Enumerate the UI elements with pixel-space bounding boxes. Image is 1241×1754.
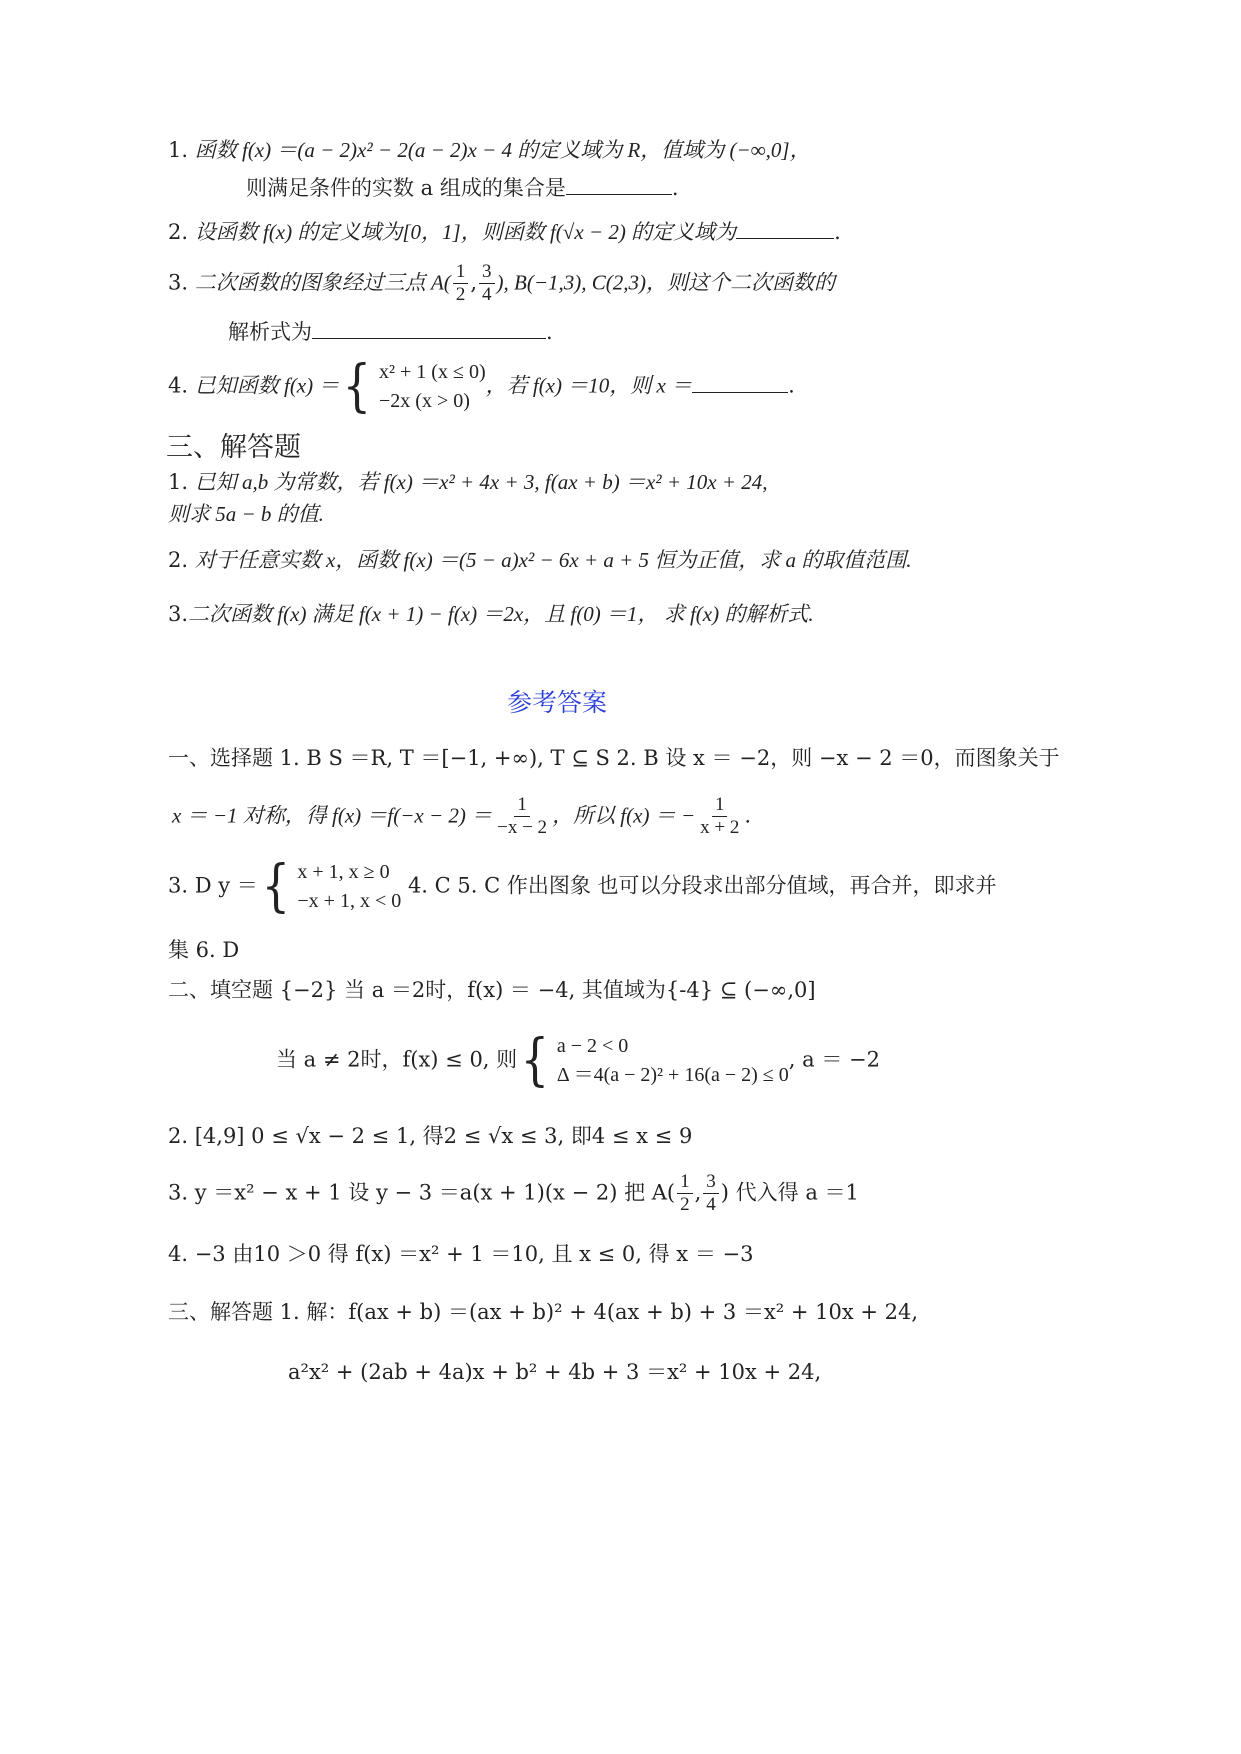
answer-b3: 3. y ＝x² − x + 1 设 y − 3 ＝a(x + 1)(x − 2) 把 A( $\frac{1}{2}$ , $\frac{3}{4}$ ) 代入得 a ＝1: [168, 1171, 859, 1215]
fill-q3-frac2-den: 4: [482, 283, 492, 305]
fill-q1-end: .: [671, 176, 679, 200]
fill-q3-frac2: [479, 262, 495, 306]
answer-a3-case2: −x + 1, x < 0: [297, 890, 402, 912]
fill-q3-frac1-num: 1: [453, 262, 469, 284]
solve-q1-cont: 则求 5a − b 的值.: [168, 502, 324, 526]
fill-q2-text: 设函数 f(x) 的定义域为[0，1]，则函数 f(√x − 2) 的定义域为: [194, 220, 737, 244]
answer-a3-piecewise: [258, 853, 402, 919]
fill-q2-end: .: [834, 220, 841, 244]
fill-q3-line1: 3. 二次函数的图象经过三点 A( $\frac{1}{2}$ , $\frac{3}{4}$ ), B(−1,3), C(2,3)，则这个二次函数的: [168, 261, 835, 305]
answer-a1-line1: 一、选择题 1. B S ＝R, T ＝[−1, +∞), T ⊆ S 2. B 设 x ＝ −2，则 −x − 2 ＝0，而图象关于: [168, 746, 1060, 770]
answer-a1-frac1-den: −x − 2: [497, 816, 548, 838]
answer-b-suffix: , a ＝ −2: [788, 1047, 880, 1072]
solve-q3-line: [168, 604, 814, 625]
answer-a3-line2: 集 6. D: [168, 938, 240, 962]
fill-q4-number: 4.: [168, 373, 189, 398]
fill-q3-blank[interactable]: [312, 320, 546, 339]
answer-b-line2: [276, 1027, 880, 1093]
answer-a1-text-b: ，所以 f(x) ＝ −: [552, 803, 696, 828]
fill-q4-blank[interactable]: [692, 374, 788, 393]
answer-a1-frac2: [697, 795, 742, 839]
answer-b-case2: Δ ＝4(a − 2)² + 16(a − 2) ≤ 0: [556, 1064, 789, 1086]
answer-a3-suffix: 4. C 5. C 作出图象 也可以分段求出部分值域，再合并，即求并: [407, 873, 997, 898]
answer-b-case1: a − 2 < 0: [556, 1035, 629, 1057]
fill-q3-text-b: ), B(−1,3), C(2,3)，则这个二次函数的: [496, 270, 835, 295]
fill-q1-text: 函数 f(x) ＝(a − 2)x² − 2(a − 2)x − 4 的定义域为 R，值域为 (−∞,0]，: [194, 138, 811, 162]
left-brace-icon: {: [261, 853, 290, 919]
answer-a3-case1: x + 1, x ≥ 0: [297, 861, 390, 883]
fill-q3-cont: 解析式为: [228, 320, 312, 344]
answer-b3-text-a: 3. y ＝x² − x + 1 设 y − 3 ＝a(x + 1)(x − 2) 把 A(: [168, 1180, 676, 1205]
fill-q1-number: 1.: [168, 138, 189, 162]
answer-title: 参考答案: [507, 688, 608, 717]
answer-a1-frac1-num: 1: [514, 795, 530, 817]
fill-q1-line2: [246, 176, 679, 199]
answer-b3-frac2-num: 3: [703, 1172, 719, 1194]
answer-b3-frac2-den: 4: [706, 1193, 716, 1215]
fill-q1-blank[interactable]: [566, 176, 672, 195]
fill-q3-end: .: [546, 320, 553, 344]
answer-a1-text-c: .: [744, 803, 752, 828]
left-brace-icon: {: [342, 353, 372, 419]
solve-q1-number: 1.: [168, 470, 189, 494]
fill-q4-piecewise: [339, 353, 486, 419]
answer-b4: 4. −3 由10 ＞0 得 f(x) ＝x² + 1 ＝10, 且 x ≤ 0, 得 x ＝ −3: [168, 1242, 754, 1266]
fill-q4-text-b: ，若 f(x) ＝10，则 x ＝: [485, 373, 693, 398]
solve-q1-text: 已知 a,b 为常数，若 f(x) ＝x² + 4x + 3, f(ax + b) ＝x² + 10x + 24,: [194, 470, 768, 494]
answer-b3-text-b: ) 代入得 a ＝1: [720, 1180, 859, 1205]
fill-q2-line: [168, 220, 841, 243]
answer-a1-frac1: [494, 795, 550, 839]
fill-q4-text-a: 已知函数 f(x) ＝: [194, 373, 340, 398]
solve-q2-text: 对于任意实数 x，函数 f(x) ＝(5 − a)x² − 6x + a + 5 恒为正值，求 a 的取值范围.: [194, 548, 912, 572]
answer-b3-frac1: [677, 1172, 693, 1216]
answer-a3-prefix: 3. D y ＝: [168, 873, 258, 898]
answer-b3-frac2: [703, 1172, 719, 1216]
solve-q1-line1: [168, 472, 768, 493]
fill-q3-text-a: 二次函数的图象经过三点 A(: [194, 270, 451, 295]
answer-a1-line2: [172, 795, 751, 839]
solve-q2-line: [168, 550, 912, 571]
fill-q4-end: .: [788, 373, 795, 398]
fill-q4-case2: −2x (x > 0): [379, 390, 470, 412]
section3-title: 三、解答题: [166, 432, 301, 463]
solve-q1-line2: [168, 504, 324, 525]
answer-b3-frac1-den: 2: [680, 1193, 690, 1215]
answer-b-line1: 二、填空题 {−2} 当 a ＝2时，f(x) ＝ −4, 其值域为{-4} ⊆ (−∞,0]: [168, 978, 816, 1002]
left-brace-icon: {: [520, 1027, 550, 1093]
fill-q4-case1: x² + 1 (x ≤ 0): [379, 361, 486, 383]
fill-q3-frac2-num: 3: [479, 262, 495, 284]
answer-b2: 2. [4,9] 0 ≤ √x − 2 ≤ 1, 得2 ≤ √x ≤ 3, 即4 ≤ x ≤ 9: [168, 1124, 693, 1148]
answer-b-system: [517, 1027, 789, 1093]
fill-q2-number: 2.: [168, 220, 189, 244]
answer-c-line1: 三、解答题 1. 解：f(ax + b) ＝(ax + b)² + 4(ax + b) + 3 ＝x² + 10x + 24,: [168, 1300, 919, 1324]
solve-q2-number: 2.: [168, 548, 189, 572]
solve-q3-text: 二次函数 f(x) 满足 f(x + 1) − f(x) ＝2x，且 f(0) ＝1， 求 f(x) 的解析式.: [188, 602, 814, 626]
answer-a1-frac2-num: 1: [712, 795, 728, 817]
fill-q2-blank[interactable]: [736, 220, 834, 239]
fill-q1-cont: 则满足条件的实数 a 组成的集合是: [246, 176, 566, 200]
solve-q3-number: 3.: [168, 602, 189, 626]
fill-q3-number: 3.: [168, 270, 189, 295]
answer-b3-frac1-num: 1: [677, 1172, 693, 1194]
answer-c-line2: a²x² + (2ab + 4a)x + b² + 4b + 3 ＝x² + 10x + 24,: [288, 1360, 822, 1384]
answer-a1-frac2-den: x + 2: [700, 816, 740, 838]
answer-b-prefix: 当 a ≠ 2时，f(x) ≤ 0, 则: [276, 1047, 518, 1072]
answer-a3-line1: [168, 853, 997, 919]
answer-a1-text-a: x ＝ −1 对称，得 f(x) ＝f(−x − 2) ＝: [172, 803, 493, 828]
fill-q3-line2: [228, 320, 553, 343]
fill-q1-line1: [168, 140, 811, 161]
fill-q3-frac1-den: 2: [455, 283, 466, 305]
fill-q3-frac1: [453, 262, 469, 306]
fill-q4-line: [168, 353, 795, 419]
